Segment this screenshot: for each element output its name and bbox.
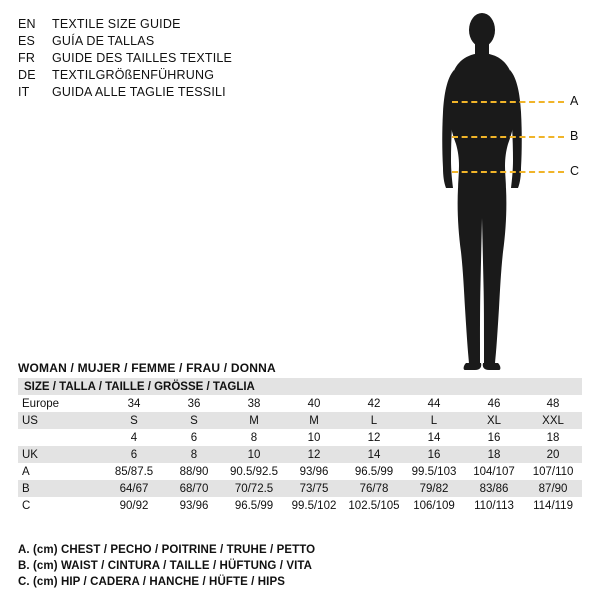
table-cell: 79/82 — [404, 480, 464, 497]
language-code: FR — [18, 51, 36, 65]
table-cell: 73/75 — [284, 480, 344, 497]
table-cell: 14 — [404, 429, 464, 446]
table-cell: 114/119 — [524, 497, 582, 514]
table-cell: 34 — [104, 395, 164, 412]
table-cell: 87/90 — [524, 480, 582, 497]
language-row — [18, 50, 318, 67]
language-title: GUIDA ALLE TAGLIE TESSILI — [52, 85, 226, 99]
table-cell: 12 — [344, 429, 404, 446]
table-cell: 96.5/99 — [344, 463, 404, 480]
female-silhouette-figure — [400, 8, 600, 378]
language-code: EN — [18, 17, 36, 31]
table-cell: 88/90 — [164, 463, 224, 480]
language-code: IT — [18, 85, 30, 99]
table-header-cell: SIZE / TALLA / TAILLE / GRÖSSE / TAGLIA — [18, 378, 582, 395]
table-cell: 70/72.5 — [224, 480, 284, 497]
table-cell: 99.5/103 — [404, 463, 464, 480]
language-title-block — [18, 16, 318, 101]
language-code: DE — [18, 68, 36, 82]
table-cell: 16 — [404, 446, 464, 463]
table-cell: 4 — [104, 429, 164, 446]
size-table-wrapper — [18, 378, 582, 514]
waist-guide-line — [452, 136, 564, 138]
table-cell: 96.5/99 — [224, 497, 284, 514]
language-row — [18, 33, 318, 50]
table-cell: 8 — [224, 429, 284, 446]
row-label: C — [18, 497, 104, 514]
table-cell: 64/67 — [104, 480, 164, 497]
chest-guide-line — [452, 101, 564, 103]
table-cell: 85/87.5 — [104, 463, 164, 480]
row-label: US — [18, 412, 104, 429]
table-row — [18, 497, 582, 514]
table-cell: S — [104, 412, 164, 429]
language-row — [18, 67, 318, 84]
table-row — [18, 480, 582, 497]
table-cell: 42 — [344, 395, 404, 412]
table-cell: 93/96 — [164, 497, 224, 514]
table-cell: 10 — [224, 446, 284, 463]
table-cell: 18 — [464, 446, 524, 463]
table-cell: 90.5/92.5 — [224, 463, 284, 480]
table-cell: 83/86 — [464, 480, 524, 497]
table-cell: 14 — [344, 446, 404, 463]
table-cell: 18 — [524, 429, 582, 446]
note-waist: B. (cm) WAIST / CINTURA / TAILLE / HÜFTUNG / VITA — [18, 560, 313, 572]
table-cell: 40 — [284, 395, 344, 412]
table-cell: M — [284, 412, 344, 429]
table-cell: 10 — [284, 429, 344, 446]
size-table — [18, 378, 582, 514]
table-cell: 76/78 — [344, 480, 404, 497]
table-row — [18, 446, 582, 463]
language-title: TEXTILGRÖßENFÜHRUNG — [52, 68, 215, 82]
language-title: GUÍA DE TALLAS — [52, 34, 155, 48]
table-cell: 46 — [464, 395, 524, 412]
language-title: TEXTILE SIZE GUIDE — [52, 17, 181, 31]
table-cell: L — [344, 412, 404, 429]
table-header-row — [18, 378, 582, 395]
table-cell: 93/96 — [284, 463, 344, 480]
section-title: WOMAN / MUJER / FEMME / FRAU / DONNA — [18, 361, 276, 375]
table-cell: 68/70 — [164, 480, 224, 497]
hip-measure-label: C — [570, 164, 580, 178]
table-cell: 110/113 — [464, 497, 524, 514]
table-cell: 6 — [164, 429, 224, 446]
measurement-notes — [18, 542, 488, 590]
language-row — [18, 16, 318, 33]
table-cell: 12 — [284, 446, 344, 463]
table-cell: 90/92 — [104, 497, 164, 514]
row-label: Europe — [18, 395, 104, 412]
table-cell: M — [224, 412, 284, 429]
table-cell: 16 — [464, 429, 524, 446]
language-title: GUIDE DES TAILLES TEXTILE — [52, 51, 233, 65]
table-cell: 99.5/102 — [284, 497, 344, 514]
waist-measure-label: B — [570, 129, 579, 143]
silhouette-icon — [400, 8, 600, 378]
table-row — [18, 463, 582, 480]
table-cell: 38 — [224, 395, 284, 412]
table-cell: 8 — [164, 446, 224, 463]
table-cell: 104/107 — [464, 463, 524, 480]
table-cell: 20 — [524, 446, 582, 463]
table-row — [18, 395, 582, 412]
table-cell: XXL — [524, 412, 582, 429]
table-row — [18, 412, 582, 429]
row-label: UK — [18, 446, 104, 463]
table-cell: XL — [464, 412, 524, 429]
table-cell: 102.5/105 — [344, 497, 404, 514]
table-cell: 107/110 — [524, 463, 582, 480]
table-cell: L — [404, 412, 464, 429]
language-code: ES — [18, 34, 36, 48]
row-label — [18, 429, 104, 446]
hip-guide-line — [452, 171, 564, 173]
table-cell: 106/109 — [404, 497, 464, 514]
table-cell: 48 — [524, 395, 582, 412]
table-cell: S — [164, 412, 224, 429]
table-cell: 36 — [164, 395, 224, 412]
note-chest: A. (cm) CHEST / PECHO / POITRINE / TRUHE / PETTO — [18, 544, 316, 556]
note-hip: C. (cm) HIP / CADERA / HANCHE / HÜFTE / HIPS — [18, 576, 286, 588]
language-row — [18, 84, 318, 101]
table-row — [18, 429, 582, 446]
table-cell: 6 — [104, 446, 164, 463]
row-label: A — [18, 463, 104, 480]
row-label: B — [18, 480, 104, 497]
chest-measure-label: A — [570, 94, 579, 108]
table-cell: 44 — [404, 395, 464, 412]
